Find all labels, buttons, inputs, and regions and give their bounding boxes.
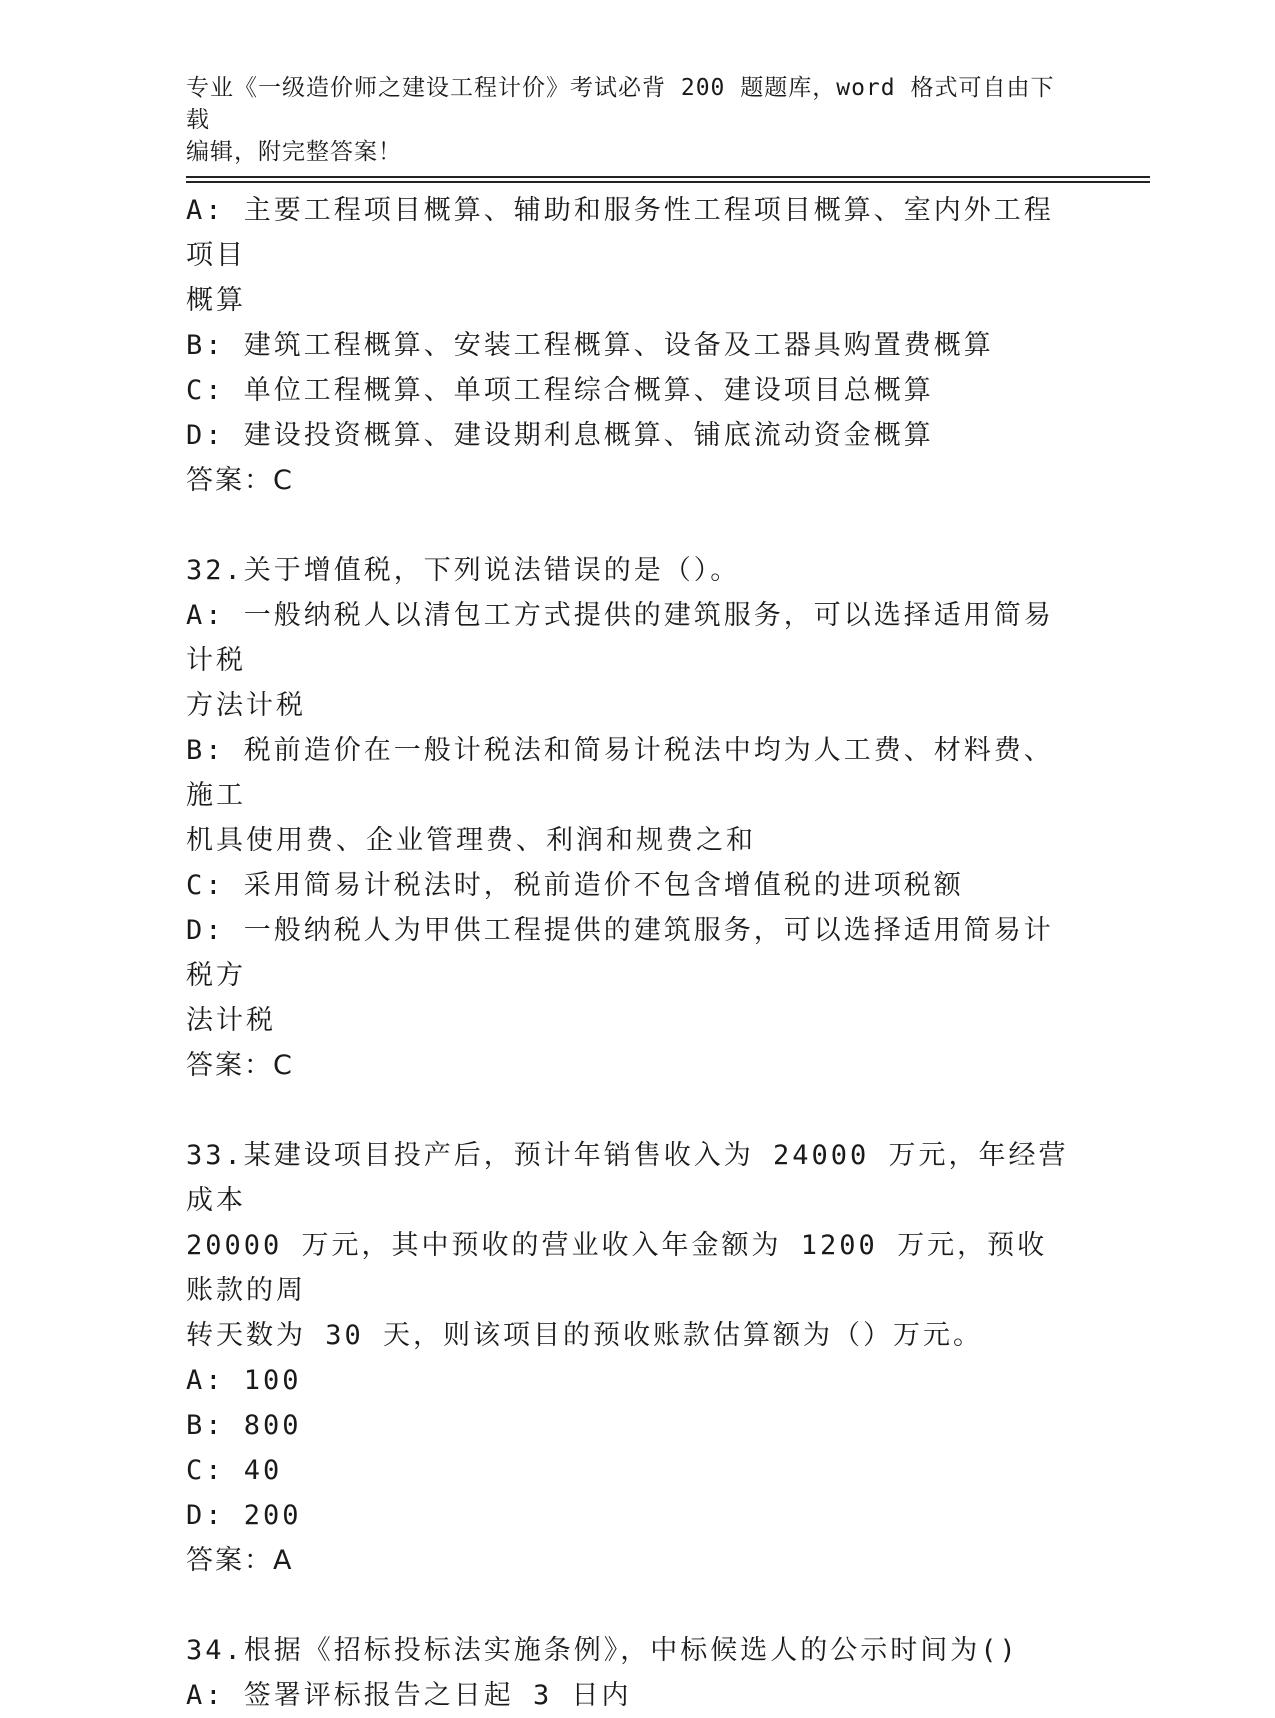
q34-option-a: A: 签署评标报告之日起 3 日内 xyxy=(186,1680,632,1711)
q34-stem: 34.根据《招标投标法实施条例》，中标候选人的公示时间为() xyxy=(186,1635,1019,1666)
q31-option-a-line-2: 概算 xyxy=(186,285,246,316)
q33-option-d: D: 200 xyxy=(186,1500,302,1531)
q32-answer: 答案：C xyxy=(186,1050,294,1081)
q32-option-d-line-2: 法计税 xyxy=(186,1005,276,1036)
q31-option-b: B: 建筑工程概算、安装工程概算、设备及工器具购置费概算 xyxy=(186,330,994,361)
question-31-block xyxy=(186,188,1076,503)
q33-option-b: B: 800 xyxy=(186,1410,302,1441)
header-line-1: 专业《一级造价师之建设工程计价》考试必背 200 题题库，word 格式可自由下载 xyxy=(186,75,1055,133)
question-spacer xyxy=(186,503,1076,548)
header-line-2: 编辑，附完整答案！ xyxy=(186,139,402,165)
q32-option-d-line-1: D: 一般纳税人为甲供工程提供的建筑服务，可以选择适用简易计税方 xyxy=(186,915,1054,991)
q33-option-a: A: 100 xyxy=(186,1365,302,1396)
question-32-block xyxy=(186,548,1076,1088)
q33-option-c: C: 40 xyxy=(186,1455,283,1486)
q33-answer: 答案：A xyxy=(186,1545,294,1576)
q31-option-a-line-1: A: 主要工程项目概算、辅助和服务性工程项目概算、室内外工程项目 xyxy=(186,195,1054,271)
question-content xyxy=(186,188,1076,1718)
q31-answer: 答案：C xyxy=(186,465,294,496)
q32-option-c: C: 采用简易计税法时，税前造价不包含增值税的进项税额 xyxy=(186,870,964,901)
q32-option-b-line-2: 机具使用费、企业管理费、利润和规费之和 xyxy=(186,825,756,856)
document-header xyxy=(186,72,1066,168)
q31-option-d: D: 建设投资概算、建设期利息概算、铺底流动资金概算 xyxy=(186,420,934,451)
header-divider-top xyxy=(186,176,1150,178)
header-divider-bottom xyxy=(186,181,1150,183)
q32-option-a-line-2: 方法计税 xyxy=(186,690,306,721)
question-spacer xyxy=(186,1088,1076,1133)
q33-stem-line-3: 转天数为 30 天，则该项目的预收账款估算额为（）万元。 xyxy=(186,1320,984,1351)
q32-option-b-line-1: B: 税前造价在一般计税法和简易计税法中均为人工费、材料费、施工 xyxy=(186,735,1054,811)
question-34-block xyxy=(186,1628,1076,1718)
q31-option-c: C: 单位工程概算、单项工程综合概算、建设项目总概算 xyxy=(186,375,934,406)
question-spacer xyxy=(186,1583,1076,1628)
q32-stem: 32.关于增值税，下列说法错误的是（）。 xyxy=(186,555,741,586)
q33-stem-line-2: 20000 万元，其中预收的营业收入年金额为 1200 万元，预收账款的周 xyxy=(186,1230,1048,1306)
q32-option-a-line-1: A: 一般纳税人以清包工方式提供的建筑服务，可以选择适用简易计税 xyxy=(186,600,1054,676)
q33-stem-line-1: 33.某建设项目投产后，预计年销售收入为 24000 万元，年经营成本 xyxy=(186,1140,1069,1216)
question-33-block xyxy=(186,1133,1076,1583)
